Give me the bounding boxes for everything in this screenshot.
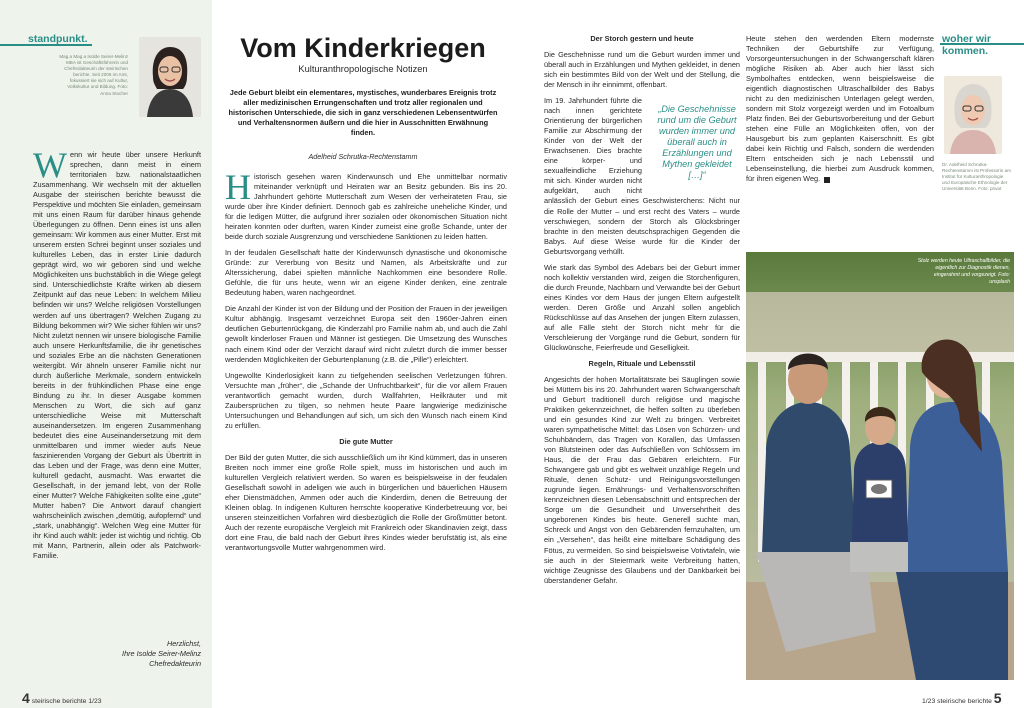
dropcap-h: H <box>225 172 251 207</box>
family-photo-image <box>746 252 1014 680</box>
photo-caption: Stolz werden heute Ultraschallbilder, die eigentlich zur Diagnostik dienen, eingerahmt und vorgezeigt. Foto: unsplash <box>917 258 1010 285</box>
article-author: Adelheid Schrutka-Rechtenstamm <box>308 152 418 161</box>
article-lead: Jede Geburt bleibt ein elementares, mystisches, wunderbares Ereignis trotz aller medizinischen Errungenschaften und trotz aller regionalen und historischen Unterschiede, die sich in ganz verschiedenen Lebensentwürfen und Verhaltensnormen äußern und die hier in Ausschnitten Erwähnung finden. <box>228 88 498 138</box>
footer-right: 1/23 steirische berichte 5 <box>922 690 1002 706</box>
editor-portrait-image <box>139 37 201 117</box>
article-col-right-a: Der Storch gestern und heute Die Geschehnisse rund um die Geburt wurden immer und überall auch in Erzählungen und Mythen gekleidet, in denen sich ein bestimmtes Bild von der Welt und der Stellung, die der Mensch in ihr einnimmt, offenbart. Im 19. Jahrhundert führte die nach innen gerichtete Orientierung der bürgerlichen Familie zur Abschirmung der Kinder von der Welt der Erwachsenen. Dies brachte eine körper- und sexualfeindliche Erziehung mit sich. Kinder wurden nicht aufgeklärt, auch nicht anlässlich der Geburt eines Geschwisterchens: Nicht nur die Rolle der Mutter – und erst recht des Vaters – wurde verschwiegen, sondern der Storch als Glücksbringer brachte in den meisten deutschsprachigen Gegenden die Babys. Auf diese Weise wurde für die Kinder der Geburtsvorgang verhüllt. Wie stark das Symbol des Adebars bei der Geburt immer noch kollektiv verstanden wird, zeigen die Storchenfiguren, die durch Freunde, Nachbarn und Verwandte bei der Geburt eines Kindes vor dem Haus der jungen Eltern aufgestellt werden. Deren Größe und Anzahl sollen angeblich Rückschlüsse auf das Ansehen der jungen Eltern zulassen, auf alle Fälle steht der Storch nicht mehr für die Verschleierung der Vorgänge rund die Geburt, sondern für Glückwünsche, Feierfreude und Geselligkeit. Regeln, Rituale und Lebensstil Angesichts der hohen Mortalitätsrate bei Säuglingen sowie bei Müttern bis ins 20. Jahrhundert waren Schwangerschaft und Geburt traditionell durch religiöse und magische Praktiken gekennzeichnet, die helfen sollten zu überleben und ein gesundes Kind zur Welt zu bringen. Verbreitet waren sympathetische Mittel: das Lösen von Schürzen- und Schuhbändern, das Tragen von Korallen, das Umfassen von Blutsteinen oder das Aufschließen von Schlössern im Haus, die der Frau das Gebären erleichtern. Für Schwangere gab und gibt es weltweit unzählige Regeln und Rituale, denen Schutz- und Reinigungsvorstellungen zugrunde liegen. Ernährungs- und Verhaltensvorschriften kennzeichnen diesen Lebensabschnitt und entsprechen der Sorge um die Gesundheit und Unversehrtheit des ungeborenen Kindes bis heute. Generell suchte man, Schreck und Angst von den Gebärenden fernzuhalten, um ein „Versehen“, das heißt eine mittelbare Schädigung des Fötus, zu vermeiden. So sind beispielsweise Votivtafeln, wie sie auch in der Steiermark weite Verbreitung hatten, wichtige Zeugnisse des Glaubens und der Dankbarkeit bei überstandener Gefahr. <box>544 34 740 585</box>
family-photo <box>746 252 1014 680</box>
heading-storch: Der Storch gestern und heute <box>590 34 694 43</box>
article-col-center: Historisch gesehen waren Kinderwunsch und Ehe unmittelbar normativ miteinander verknüpft und Heiraten war an Besitz gebunden. Bis ins 20. Jahrhundert gehörte Mutterschaft zum Wesen der verheirateten Frau, sie wurde über ihre Kinder definiert. Dennoch gab es zahlreiche uneheliche Kinder, und für die ledigen Mütter, die aufgrund ihrer sozialen oder ökonomischen Situation nicht heiraten konnten oder durften, waren Kinder zumeist eine große Schande, unter der beide durch soziale Ausgrenzung und verschiedene Sanktionen zu leiden hatten. In der feudalen Gesellschaft hatte der Kinderwunsch dynastische und ökonomische Gründe: zur Vererbung von Besitz und Namen, als Arbeitskräfte und zur Alterssicherung, dabei spielten männliche Nachkommen eine besondere Rolle. Gefühle, die für uns heute, wenn wir an eigene Kinder denken, eine zentrale Bedeutung haben, waren nachgeordnet. Die Anzahl der Kinder ist von der Bildung und der Position der Frauen in der jeweiligen Kultur abhängig. Insgesamt verzeichnet Europa seit den 1960er-Jahren einen deutlichen Geburtenrückgang, die Kinderzahl pro Familie nahm ab, und auch die Zahl gewollt kinderloser Frauen und Männer ist gestiegen. Die Umsetzung des Wunsches nach einem Kind oder der Verzicht darauf wird nicht zuletzt durch die immer besser werdenden Möglichkeiten der Geburtenplanung (z.B. die „Pille“) erleichtert. Ungewollte Kinderlosigkeit kann zu tiefgehenden seelischen Verletzungen führen. Versuchte man „früher“, die „Schande der Unfruchtbarkeit“, für die vor allem Frauen verantwortlich gemacht wurden, durch Wallfahrten, Heilkräuter und mit Zaubersprüchen zu tilgen, so nehmen heute Paare langwierige medizinische Untersuchungen und Behandlungen auf sich, um sich den Wunsch nach einem Kind zu erfüllen. Die gute Mutter Der Bild der guten Mutter, die sich ausschließlich um ihr Kind kümmert, das in unseren Breiten noch immer eine große Rolle spielt, muss im historischen und auch im kulturellen Vergleich relativiert werden. So waren es beispielsweise in der feudalen Gesellschaft sowohl in adeligen wie auch in bürgerlichen und bäuerlichen Häusern eher Dienstmädchen, Ammen oder auch die Kinderdirn, denen die Betreuung der Kleinen oblag. In indigenen Kulturen herrschte kooperative Kinderbetreuung vor, bei unseren steinzeitlichen Vorfahren wird diesbezüglich die Rolle der Großmütter betont. Auch der rezente europäische Vergleich mit Frankreich oder Skandinavien zeigt, dass dort eine Frau, die bald nach der Geburt ihres Kindes wieder berufstätig ist, als eine verantwortungsvolle Mutter wahrgenommen wird. <box>225 172 507 553</box>
dropcap-w: W <box>33 150 67 185</box>
kicker-woher: woher wir kommen. <box>942 33 992 57</box>
author-portrait-image <box>944 76 1002 154</box>
right-page <box>512 0 1024 708</box>
footer-left: 4 steirische berichte 1/23 <box>22 690 102 706</box>
editor-portrait <box>139 37 201 117</box>
editorial-text: Wenn wir heute über unsere Herkunft sprechen, dann meist in einem territorialen bzw. nationalstaatlichen Zusammenhang. Wir wechseln mit der aktuellen Ausgabe der steirischen berichte bewusst die Perspektive und möchten Sie einladen, gemeinsam mit uns einen Raum für darüber hinaus gehende Überlegungen zu öffnen. Denn eines ist uns allen gemeinsam: Wir kommen aus einer Mutter. Erst mit unserem ersten Schrei beginnt unser soziales und kulturelles Leben, das in erster Linie dadurch geprägt wird, wo wir geboren sind und welche Möglichkeiten uns buchstäblich in die Wiege gelegt sind. Unterschiedlichste Kräfte wirken ab diesem Zeitpunkt auf das neue Leben: In welchem Milieu befinden wir uns? Welche religiösen Vorstellungen werden auf uns übertragen? Welchen Zugang zu Bildung bekommen wir? Wie sicher fühlen wir uns? Nicht zuletzt nennen wir unsere biologische Familie auch unsere Herkunftsfamilie, die ihr genetisches und soziales Erbe an die nächsten Generationen weitergibt. Wir ähneln unserer Familie nicht nur durch äußerliche Merkmale, sondern entwickeln bereits in der frühkindlichen Phase eine enge Bindung zu ihr. In dieser Ausgabe kommen Menschen zu Wort, die sich auf ganz unterschiedliche Weise mit Mutterschaft auseinandersetzen. Im engeren Zusammenhang bedeutet dies eine Auseinandersetzung mit dem unmittelbaren und immer wieder aufs Neue faszinierenden Vorgang der Geburt als Übertritt in das Leben und der Frage, was denn eine Mutter, kulturell gedacht, ausmacht. Was erwartet die Gesellschaft, in der jemand lebt, von der Rolle einer Mutter? Welche Fähigkeiten sollte eine „gute“ Mutter haben? Die Antwort darauf changiert wahrscheinlich zwischen „demütig, aufopfernd“ und „stark, unabhängig“. Welchen Weg eine Mutter für ihr Kind auch wählt: jeder ist wichtig und richtig. Ob mit Mann, Partnerin, allein oder als Patchwork-Familie. <box>33 150 201 561</box>
author-bio: Dr. Adelheid Schrutka-Rechtenstamm ist Professorin am Institut für Kulturanthropologie und Europäische Ethnologie der Universität Bonn. Foto: privat <box>942 162 1011 192</box>
article-subtitle: Kulturanthropologische Notizen <box>298 64 428 74</box>
article-title: Vom Kinderkriegen <box>240 33 486 63</box>
author-portrait <box>944 76 1002 154</box>
editor-bio: Mag.a Mag.a Isolde Seirer-Melinz MBA ist Geschäftsführerin und Chefredakteurin der steirischen berichte. Seit 2006 im Amt, fokussiert sie sich auf Kultur, Volkskultur und Bildung. Foto: Anna Stocher <box>59 54 128 96</box>
end-mark <box>824 177 830 183</box>
heading-gute-mutter: Die gute Mutter <box>339 436 393 446</box>
pull-quote: „Die Geschehnisse rund um die Geburt wurden immer und überall auch in Erzählungen und Mythen gekleidet […]“ <box>657 104 737 180</box>
heading-regeln: Regeln, Rituale und Lebensstil <box>588 358 696 368</box>
kicker-standpunkt: standpunkt. <box>28 33 88 45</box>
signature: Herzlichst, Ihre Isolde Seirer-Melinz Chefredakteurin <box>122 639 201 668</box>
article-col-right-b: Heute stehen den werdenden Eltern modernste Techniken der Geburtshilfe zur Verfügung, Vorsorgeuntersuchungen in der Schwangerschaft klären mögliche Risiken ab. Aber auch hier lässt sich Symbolhaftes entdecken, wenn beispielsweise die eigentlich diagnostischen Ultraschallbilder des Babys nicht zu den medizinischen Unterlagen gelegt werden, sondern mit Stolz vorgezeigt werden und im Fotoalbum Platz finden. Bei der Geburtsvorbereitung und der Geburt stehen eine Fülle an Möglichkeiten offen, von der Hausgeburt bis zum geplanten Kaiserschnitt. Es gibt dabei kein Richtig und Falsch, sondern die werdenden Eltern entscheiden sich je nach Lebensstil und Lebenseinstellung, die hierbei zum Ausdruck kommen, für ihren eigenen Weg. <box>746 34 934 184</box>
